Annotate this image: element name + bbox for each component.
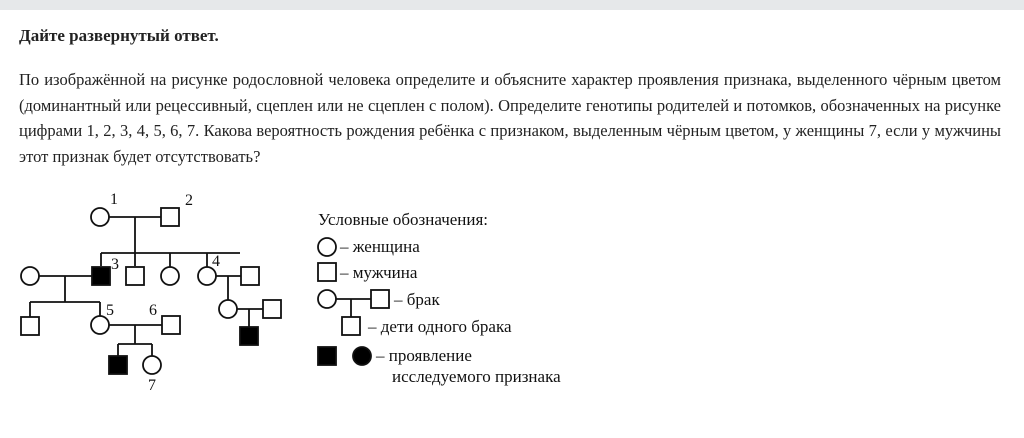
legend-male-label: – мужчина <box>340 263 418 282</box>
label-2: 2 <box>185 192 193 209</box>
task-heading: Дайте развернутый ответ. <box>19 26 219 45</box>
grandson-male-affected <box>240 327 258 345</box>
label-6: 6 <box>149 302 157 319</box>
legend-children-label: – дети одного брака <box>368 317 512 336</box>
person-7-female <box>143 356 161 374</box>
legend-male-icon <box>318 263 336 281</box>
legend-affected-male-icon <box>318 347 336 365</box>
legend-trait-label-2: исследуемого признака <box>392 367 561 386</box>
son-of-5-male-affected <box>109 356 127 374</box>
person-3-male-affected <box>92 267 110 285</box>
legend-marriage-female-icon <box>318 290 336 308</box>
person-2-male <box>161 208 179 226</box>
legend-affected-female-icon <box>353 347 371 365</box>
husband-of-4-male <box>241 267 259 285</box>
label-7: 7 <box>148 377 156 394</box>
legend-marriage-male-icon <box>371 290 389 308</box>
label-3: 3 <box>111 256 119 273</box>
label-5: 5 <box>106 302 114 319</box>
person-6-male <box>162 316 180 334</box>
legend-marriage-label: – брак <box>394 290 440 309</box>
legend-title: Условные обозначения: <box>318 210 489 229</box>
label-4: 4 <box>212 253 220 270</box>
pedigree-figure <box>0 180 1024 438</box>
label-1: 1 <box>110 191 118 208</box>
legend-trait-label-1: – проявление <box>376 346 472 365</box>
son-of-3-male <box>21 317 39 335</box>
person-1-female <box>91 208 109 226</box>
top-bar <box>0 0 1024 10</box>
legend-female-icon <box>318 238 336 256</box>
pedigree-lines <box>30 217 263 356</box>
son-male <box>126 267 144 285</box>
daughter-of-4-female <box>219 300 237 318</box>
legend <box>318 210 561 386</box>
wife-of-3-female <box>21 267 39 285</box>
task-question: По изображённой на рисунке родословной человека определите и объясните характер проявления признака, выделенного чёрным цветом (доминантный или рецессивный, сцеплен или не сцеплен с полом). Определите генотипы родителей и потомков, обозначенных на рисунке цифрами 1, 2, 3, 4, 5, 6, 7. Какова вероятность рождения ребёнка с признаком, выделенным чёрным цветом, у женщины 7, если у мужчины этот признак будет отсутствовать? <box>19 70 1001 166</box>
daughter-female <box>161 267 179 285</box>
legend-female-label: – женщина <box>340 237 420 256</box>
husband-male <box>263 300 281 318</box>
legend-children-icon <box>342 317 360 335</box>
